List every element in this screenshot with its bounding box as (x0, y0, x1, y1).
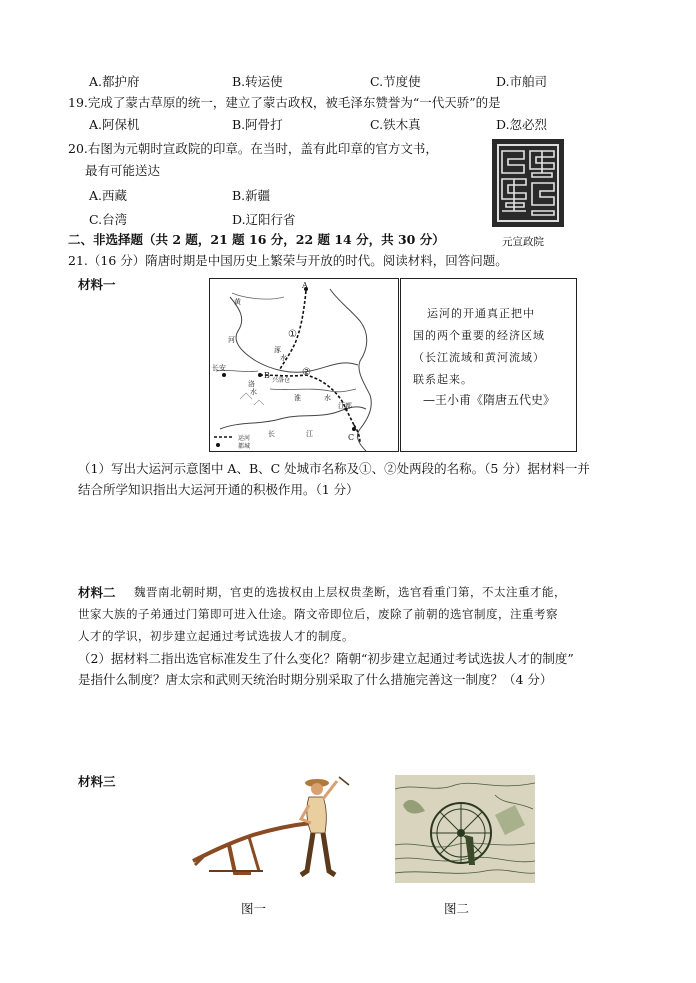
figure2-waterwheel-image (395, 775, 535, 883)
map-label-jiang: 江 (306, 430, 313, 438)
map-label-shui2: 水 (280, 354, 287, 362)
grand-canal-map (209, 278, 399, 452)
material3-label: 材料三 (78, 774, 116, 789)
q18-option-b: B.转运使 (232, 74, 283, 89)
q19-stem: 19.完成了蒙古草原的统一，建立了蒙古政权，被毛泽东赞誉为“一代天骄”的是 (68, 95, 501, 110)
q21-sub2-line2: 是指什么制度？唐太宗和武则天统治时期分别采取了什么措施完善这一制度？（4 分） (78, 672, 553, 687)
map-label-shui: 水 (250, 388, 257, 396)
q20-option-d: D.辽阳行省 (232, 212, 296, 227)
q19-option-a: A.阿保机 (89, 117, 140, 132)
material2-line2: 世家大族的子弟通过门第即可进入仕途。隋文帝即位后，废除了前朝的选官制度，注重考察 (78, 607, 558, 621)
map-label-luo: 洛 (248, 380, 255, 388)
figure1-caption: 图一 (241, 901, 267, 916)
material2-label: 材料二 (78, 585, 116, 600)
q21-sub1-line2: 结合所学知识指出大运河开通的积极作用。（1 分） (78, 482, 359, 497)
q20-stem-line1: 20.右图为元朝时宣政院的印章。在当时，盖有此印章的官方文书， (68, 141, 438, 156)
map-label-b: B (264, 371, 270, 380)
figure2-caption: 图二 (444, 901, 470, 916)
material1-label: 材料一 (78, 277, 116, 292)
seal-caption: 元宣政院 (502, 236, 544, 248)
map-label-chang: 长 (268, 430, 275, 438)
quote-line-4: 联系起来。 (413, 373, 473, 386)
q21-sub1-line1: （1）写出大运河示意图中 A、B、C 处城市名称及①、②处两段的名称。（5 分）据材料一并 (78, 461, 590, 476)
map-label-jiangdu: 江都 (338, 402, 352, 410)
map-label-shui3: 水 (324, 394, 331, 402)
material2-line3: 人才的学识，初步建立起通过考试选拔人才的制度。 (78, 629, 354, 643)
q18-option-c: C.节度使 (370, 74, 421, 89)
seal-image (492, 139, 564, 227)
q19-option-c: C.铁木真 (370, 117, 421, 132)
q20-stem-line2: 最有可能送达 (85, 163, 161, 178)
q21-stem: 21.（16 分）隋唐时期是中国历史上繁荣与开放的时代。阅读材料，回答问题。 (68, 253, 508, 268)
q19-option-d: D.忽必烈 (496, 117, 548, 132)
q20-option-b: B.新疆 (232, 188, 271, 203)
quote-line-2: 国的两个重要的经济区域 (413, 329, 545, 342)
map-label-c: C (348, 433, 355, 442)
map-label-he: 河 (228, 336, 235, 344)
q20-option-c: C.台湾 (89, 212, 128, 227)
quote-source: —王小甫《隋唐五代史》 (423, 393, 556, 407)
q18-option-d: D.市舶司 (496, 74, 548, 89)
map-legend-canal: 运河 (238, 435, 251, 442)
section-title: 二、非选择题（共 2 题，21 题 16 分，22 题 14 分，共 30 分） (68, 232, 445, 247)
map-label-changan: 长安 (212, 364, 226, 372)
figure1-plough-image (189, 775, 355, 885)
q18-option-a: A.都护府 (89, 74, 140, 89)
map-label-circle1: ① (288, 329, 297, 340)
quote-box (400, 278, 577, 452)
map-label-huang: 黄 (234, 298, 241, 306)
q20-option-a: A.西藏 (89, 188, 128, 203)
map-label-huai: 淮 (294, 394, 301, 402)
quote-line-3: （长江流域和黄河流域） (413, 351, 545, 364)
map-label-zhuo: 涿 (274, 346, 281, 354)
map-legend-capital: 都城 (238, 443, 251, 450)
q21-sub2-line1: （2）据材料二指出选官标准发生了什么变化？隋朝“初步建立起通过考试选拔人才的制度” (78, 651, 574, 666)
quote-line-1: 运河的开通真正把中 (427, 307, 535, 320)
q19-option-b: B.阿骨打 (232, 117, 283, 132)
material2-line1: 魏晋南北朝时期，官吏的选拔权由上层权贵垄断，选官看重门第，不太注重才能， (134, 585, 566, 599)
map-label-xingluo: 兴洛仓 (272, 377, 291, 384)
map-label-a: A (302, 281, 308, 290)
map-label-circle2: ② (302, 367, 311, 378)
